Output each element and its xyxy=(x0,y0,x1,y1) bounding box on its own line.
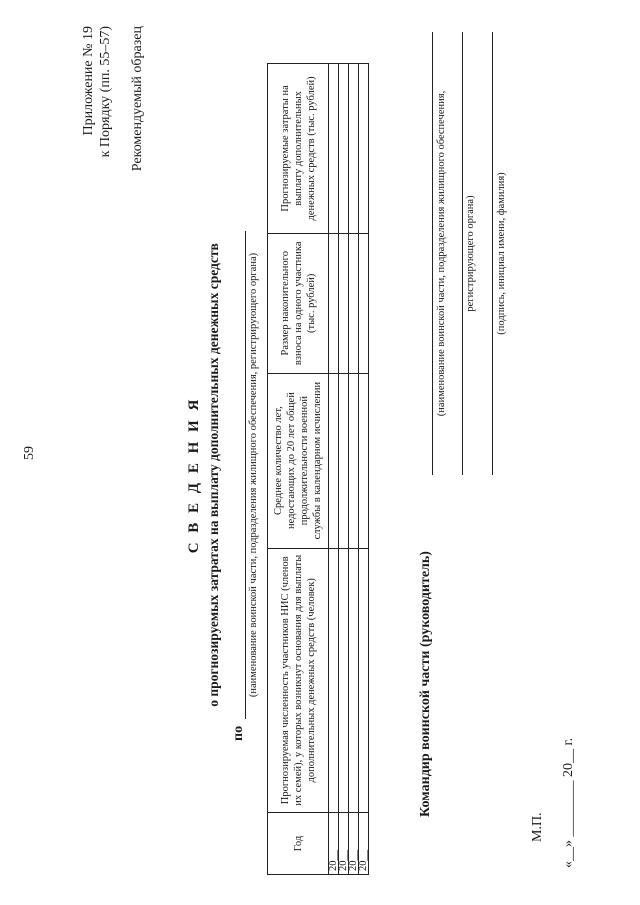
year-cell: 20__ xyxy=(329,813,339,875)
po-label: по xyxy=(231,725,246,741)
organization-caption: (наименование воинской части, подразделения жилищного обеспечения, регистрирующего органа) xyxy=(248,252,259,698)
stamp-place-label: М.П. xyxy=(530,812,545,842)
table-row xyxy=(359,64,369,875)
commander-organ-line xyxy=(462,32,463,475)
page-number: 59 xyxy=(22,446,37,460)
appendix-number: Приложение № 19 xyxy=(81,26,96,136)
year-cell: 20__ xyxy=(359,813,369,875)
commander-label: Командир воинской части (руководитель) xyxy=(418,551,433,817)
header-forecast-costs: Прогнозируемые затраты на выплату дополнительных денежных средств (тыс. рублей) xyxy=(268,64,329,234)
commander-organ-caption: регистрирующего органа) xyxy=(465,195,476,312)
document-title: С В Е Д Е Н И Я xyxy=(186,396,202,554)
commander-unit-line xyxy=(432,32,433,475)
table-cell xyxy=(359,233,369,373)
table-cell xyxy=(329,548,339,813)
table-cell xyxy=(339,548,349,813)
table-header-row xyxy=(268,64,329,875)
table-cell xyxy=(359,548,369,813)
table-cell xyxy=(329,233,339,373)
table-cell xyxy=(329,373,339,548)
table-cell xyxy=(359,64,369,234)
date-line: «__» ________ 20__ г. xyxy=(561,737,576,868)
header-average-years: Среднее количество лет, недостающих до 20 лет общей продолжительности военной службы в календарном исчислении xyxy=(268,373,329,548)
table-cell xyxy=(349,373,359,548)
appendix-reference: к Порядку (пп. 55–57) xyxy=(98,26,113,158)
table-row xyxy=(349,64,359,875)
appendix-header xyxy=(80,26,114,157)
header-contribution-size: Размер накопительного взноса на одного участника (тыс. рублей) xyxy=(268,233,329,373)
table-cell xyxy=(359,373,369,548)
table-cell xyxy=(329,64,339,234)
year-cell: 20__ xyxy=(339,813,349,875)
table-cell xyxy=(339,373,349,548)
year-cell: 20__ xyxy=(349,813,359,875)
table-cell xyxy=(349,64,359,234)
forecast-table xyxy=(267,63,369,875)
organization-fill-line xyxy=(245,231,246,719)
table-cell xyxy=(339,233,349,373)
signature-line xyxy=(492,32,493,475)
commander-unit-caption: (наименование воинской части, подразделения жилищного обеспечения, xyxy=(436,90,447,417)
header-participants-count: Прогнозируемая численность участников НИС (членов их семей), у которых возникнут основания для выплаты дополнительных денежных средств (человек) xyxy=(268,548,329,813)
signature-caption: (подпись, инициал имени, фамилия) xyxy=(496,172,507,335)
table-row xyxy=(329,64,339,875)
document-subtitle: о прогнозируемых затратах на выплату дополнительных денежных средств xyxy=(206,243,221,707)
table-cell xyxy=(349,548,359,813)
table-cell xyxy=(349,233,359,373)
table-row xyxy=(339,64,349,875)
header-year: Год xyxy=(268,813,329,875)
table-cell xyxy=(339,64,349,234)
recommended-sample-label: Рекомендуемый образец xyxy=(130,26,145,172)
